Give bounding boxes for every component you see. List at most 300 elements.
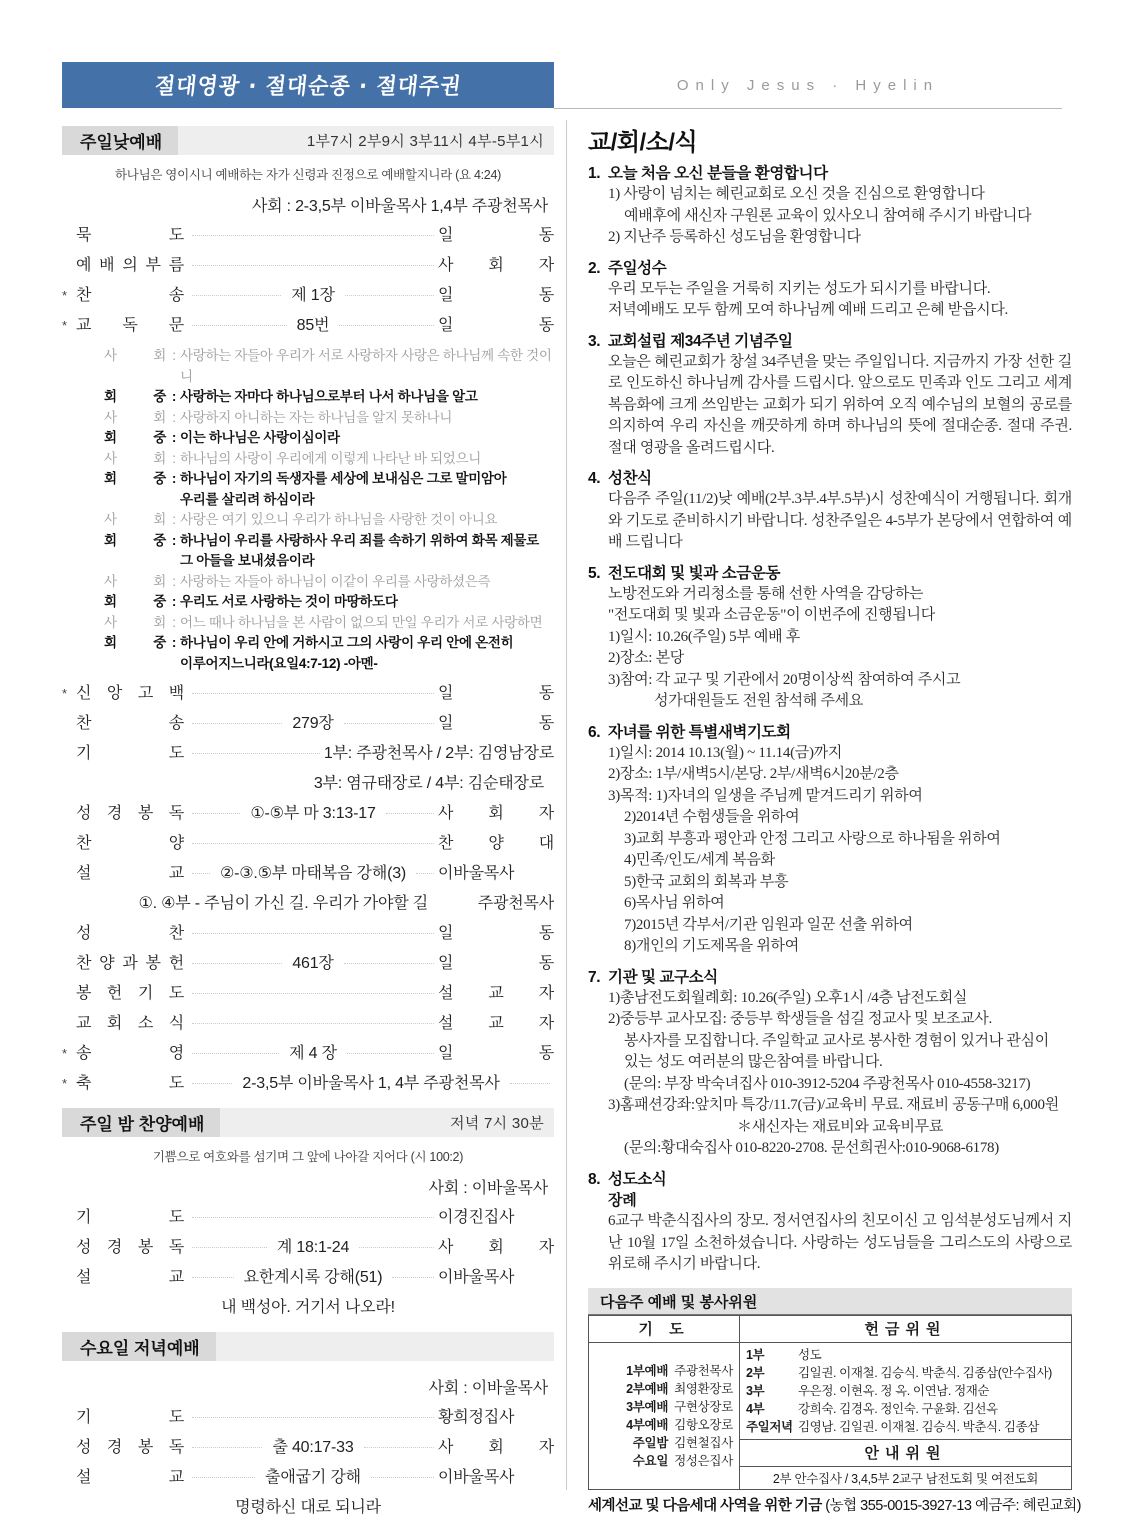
offering-duty-names: 우은정. 이현옥. 정 옥. 이연남. 정재순	[798, 1384, 990, 1398]
order-row-dots	[192, 325, 287, 326]
order-row	[62, 830, 554, 860]
duty-table-block	[588, 1288, 1081, 1515]
section-title: 수요일 저녁예배	[62, 1332, 216, 1361]
order-row-dots	[192, 933, 434, 934]
prayer-duty-name: 주광천목사	[674, 1364, 733, 1378]
order-row-assignee: 설 교 자	[438, 1015, 554, 1032]
prayer-duty-row	[589, 1380, 739, 1398]
responsive-text: 하나님이 우리를 사랑하사 우리 죄를 속하기 위하여 화목 제물로	[180, 532, 539, 548]
prayer-duty-row	[589, 1362, 739, 1380]
responsive-line	[62, 449, 554, 470]
order-row-label: 예 배 의 부 름	[76, 257, 184, 274]
notice-item	[588, 967, 1072, 1160]
responsive-text-continued: 이루어지느니라(요일4:7-12) -아멘-	[180, 655, 378, 671]
offering-duty-names: 김영남. 김일권. 이재철. 김승식. 박춘식. 김종삼	[798, 1420, 1039, 1434]
order-row-dots	[510, 1083, 550, 1084]
prayer-duty-service: 주일밤	[632, 1436, 669, 1450]
notice-line: 성가대원들도 전원 참석해 주세요	[654, 693, 864, 709]
order-row-dots	[386, 813, 434, 814]
responsive-text: 사랑하지 아니하는 자는 하나님을 알지 못하나니	[180, 409, 453, 425]
notice-number: 4.	[588, 470, 601, 487]
order-row-dots	[344, 963, 434, 964]
order-row-detail: 출애굽기 강해	[265, 1469, 361, 1486]
notice-line: 7)2015년 각부서/기관 임원과 일꾼 선출 위하여	[624, 916, 913, 933]
order-row-assignee: 일 동	[438, 715, 555, 732]
notice-line: (문의:황대숙집사 010-8220-2708. 문선희권사:010-9068-6178)	[624, 1140, 999, 1156]
notice-line: 저녁예배도 모두 함께 모여 하나님께 예배 드리고 은혜 받읍시다.	[608, 302, 1008, 318]
notice-line: 5)한국 교회의 회복과 부흥	[624, 873, 789, 890]
order-row-label: 봉 헌 기 도	[76, 985, 184, 1002]
order-row-detail: 출 40:17-33	[272, 1439, 354, 1456]
prayer-duty-name: 김현철집사	[674, 1436, 733, 1450]
prayer-duty-name: 정성은집사	[674, 1454, 733, 1468]
responsive-speaker: 사 회	[104, 512, 166, 527]
notice-line: 3)교회 부흥과 평안과 안정 그리고 사랑으로 하나됨을 위하여	[624, 830, 1001, 847]
notice-line: 4)민족/인도/세계 복음화	[624, 852, 775, 868]
responsive-line	[62, 408, 554, 429]
section-title: 주일 밤 찬양예배	[62, 1108, 220, 1137]
order-row-dots	[344, 723, 434, 724]
order-row-detail: 279장	[292, 715, 334, 732]
notice-line: 3)목적: 1)자녀의 일생을 주님께 맡겨드리기 위하여	[608, 787, 923, 804]
order-row-label: 성 경 봉 독	[76, 805, 184, 822]
order-row-assignee: 일 동	[438, 925, 554, 942]
prayer-line-2	[62, 770, 554, 800]
offering-cell	[740, 1343, 1072, 1440]
order-row-assignee: 이경진집사	[438, 1209, 515, 1226]
order-row-dots	[192, 1477, 255, 1478]
order-row-label: 교 회 소 식	[76, 1015, 184, 1032]
order-row-dots	[359, 1247, 434, 1248]
responsive-reading	[62, 346, 554, 674]
duty-col2-header: 헌금위원	[740, 1316, 1072, 1343]
notice-line: 3)홈패션강좌:앞치마 특강/11.7(금)/교육비 무료. 재료비 공동구매 6,000원	[608, 1097, 1059, 1113]
order-row	[62, 252, 554, 282]
header-banner	[62, 62, 554, 108]
page-header	[62, 62, 1062, 108]
order-rows-wednesday	[62, 1404, 554, 1494]
order-row-dots	[192, 813, 240, 814]
responsive-text: 사랑하는 자들아 우리가 서로 사랑하자 사랑은 하나님께 속한 것이니	[180, 348, 552, 384]
order-row-assignee: 일 동	[438, 227, 554, 244]
notice-heading	[588, 468, 1072, 489]
responsive-speaker: 사 회	[104, 409, 166, 425]
order-row-dots	[192, 1083, 232, 1084]
notice-heading-text: 교회설립 제34주년 기념주일	[608, 332, 793, 350]
responsive-text: 사랑은 여기 있으니 우리가 하나님을 사랑한 것이 아니요	[180, 512, 498, 527]
responsive-speaker: 회 중	[104, 389, 166, 404]
order-row-assignee: 설 교 자	[438, 985, 554, 1002]
order-row	[62, 860, 554, 890]
notice-body	[588, 489, 1072, 554]
notice-heading	[588, 722, 1072, 743]
notice-line: 2)중등부 교사모집: 중등부 학생들을 섬길 정교사 및 보조교사.	[608, 1011, 992, 1027]
notice-heading	[588, 563, 1072, 584]
notice-body	[588, 184, 1072, 249]
prayer-duty-service: 3부예배	[626, 1400, 669, 1414]
order-row-label: 송 영	[76, 1045, 184, 1062]
prayer-duty-row	[589, 1452, 739, 1470]
order-row-dots	[345, 295, 434, 296]
prayer-cell	[589, 1343, 740, 1490]
prayer-duty-service: 2부예배	[626, 1382, 669, 1396]
order-row-label: 성 경 봉 독	[76, 1239, 184, 1256]
responsive-colon: :	[172, 573, 176, 589]
notice-number: 7.	[588, 968, 601, 986]
order-row	[62, 980, 554, 1010]
order-row-label: 신 앙 고 백	[76, 685, 184, 702]
responsive-text-continued: 우리를 살리려 하심이라	[180, 491, 315, 507]
order-row-dots	[192, 1023, 434, 1024]
sermon-title-wednesday: 명령하신 대로 되니라	[235, 1499, 381, 1516]
order-row-assignee: 일 동	[438, 317, 554, 334]
responsive-colon: :	[172, 512, 176, 527]
notice-line: 있는 성도 여러분의 많은참여를 바랍니다.	[624, 1054, 883, 1070]
order-row	[62, 1234, 554, 1264]
notice-line: 1) 사랑이 넘치는 혜린교회로 오신 것을 진심으로 환영합니다	[608, 186, 985, 202]
responsive-line	[62, 428, 554, 449]
service-verse: 하나님은 영이시니 예배하는 자가 신령과 진정으로 예배할지니라 (요 4:24)	[115, 168, 501, 182]
order-row-dots	[192, 723, 282, 724]
order-row-label: 묵 도	[76, 227, 184, 244]
notice-line: (문의: 부장 박숙녀집사 010-3912-5204 주광천목사 010-4558-3217)	[624, 1075, 1031, 1092]
order-row-star: *	[62, 318, 67, 333]
notice-line: ＊새신자는 재료비와 교육비무료	[736, 1118, 944, 1135]
order-row-assignee: 사 회 자	[438, 1239, 554, 1256]
order-row-assignee: 이바울목사	[438, 1269, 515, 1286]
order-rows-sunday-night	[62, 1204, 554, 1294]
order-row-star: *	[62, 1046, 67, 1061]
responsive-text: 하나님이 자기의 독생자를 세상에 보내심은 그로 말미암아	[180, 471, 507, 486]
order-row-dots	[192, 1447, 262, 1448]
order-row-assignee: 황희정집사	[438, 1409, 515, 1426]
notice-heading-text: 성도소식	[608, 1170, 667, 1188]
prayer-duty-service: 1부예배	[626, 1364, 669, 1378]
offering-duty-service: 4부	[746, 1402, 765, 1416]
notice-line: 2) 지난주 등록하신 성도님을 환영합니다	[608, 229, 861, 245]
order-row	[62, 312, 554, 342]
responsive-speaker: 회 중	[104, 594, 166, 609]
table-row	[589, 1316, 1072, 1343]
offering-duty-names: 강희숙. 김경옥. 정인숙. 구윤화. 김선옥	[798, 1402, 998, 1416]
prayer-duty-service: 4부예배	[626, 1418, 669, 1432]
notices-list	[588, 163, 1072, 1276]
order-row-assignee: 이바울목사	[438, 1469, 515, 1486]
notice-line: 노방전도와 거리청소를 통해 선한 사역을 감당하는	[608, 585, 924, 602]
notice-line: 1)일시: 10.26(주일) 5부 예배 후	[608, 628, 800, 645]
section-header-wednesday	[62, 1332, 554, 1361]
service-presider: 사회 : 2-3,5부 이바울목사 1,4부 주광천목사	[251, 198, 548, 215]
responsive-colon: :	[172, 348, 176, 363]
order-row-dots	[416, 873, 434, 874]
notice-item	[588, 722, 1072, 958]
responsive-speaker: 사 회	[104, 348, 166, 363]
order-row	[62, 1264, 554, 1294]
section-header-sunday-night	[62, 1108, 554, 1137]
order-row-label: 기 도	[76, 1409, 184, 1426]
order-row-dots	[192, 1247, 267, 1248]
notice-number: 5.	[588, 564, 601, 582]
order-row	[62, 1434, 554, 1464]
notice-body	[588, 988, 1072, 1160]
order-row-dots	[192, 753, 320, 754]
responsive-speaker: 회 중	[104, 532, 166, 548]
offering-duty-service: 1부	[746, 1348, 765, 1362]
notice-heading-text: 성찬식	[608, 470, 652, 487]
prayer-duty-row	[589, 1434, 739, 1452]
responsive-line	[62, 592, 554, 613]
notice-paragraph: 6교구 박춘식집사의 장모. 정서연집사의 친모이신 고 임석분성도님께서 지난 10월 17일 소천하셨습니다. 사랑하는 성도님들을 그리스도의 사랑으로 위로해 주시기 바랍니다.	[608, 1213, 1072, 1272]
order-row	[62, 710, 554, 740]
notice-item	[588, 331, 1072, 460]
order-rows-group-2	[62, 680, 554, 770]
responsive-line	[62, 387, 554, 408]
responsive-line	[62, 510, 554, 531]
order-row-star: *	[62, 1076, 67, 1091]
order-row	[62, 740, 554, 770]
offering-duty-row	[746, 1382, 1071, 1400]
order-row-label: 찬 송	[76, 715, 184, 732]
order-row-dots	[192, 295, 281, 296]
order-row-label: 찬 양	[76, 835, 184, 852]
notice-body	[588, 743, 1072, 958]
order-row-dots	[371, 1477, 434, 1478]
notice-item	[588, 163, 1072, 249]
notice-paragraph: 오늘은 혜린교회가 창설 34주년을 맞는 주일입니다. 지금까지 가장 선한 길로 인도하신 하나님께 감사를 드립시다. 앞으로도 민족과 인도 그리고 세계 복음화에 크게 쓰임받는 교회가 되기 위하여 오직 예수님의 보혈의 공로를 의지하여 우리 자신을 깨끗하게 하며 하나님의 뜻에 절대순종. 절대 주권. 절대 영광을 올려드립시다.	[608, 353, 1072, 456]
notice-heading-text: 전도대회 및 빛과 소금운동	[608, 564, 781, 582]
order-row	[62, 1010, 554, 1040]
order-rows-group-4	[62, 920, 554, 1100]
responsive-colon: :	[171, 430, 177, 445]
order-row-label: 설 교	[76, 865, 184, 882]
order-rows-group-1	[62, 222, 554, 342]
order-row	[62, 222, 554, 252]
notice-line: 8)개인의 기도제목을 위하여	[624, 938, 799, 954]
order-row-dots	[364, 1447, 434, 1448]
responsive-colon: :	[171, 635, 177, 650]
prayer-duty-name: 구현상장로	[674, 1400, 733, 1414]
order-row-assignee: 일 동	[438, 685, 554, 702]
offering-duty-names: 김일권. 이재철. 김승식. 박춘식. 김종삼(안수집사)	[798, 1366, 1052, 1380]
notice-heading-text: 오늘 처음 오신 분들을 환영합니다	[608, 165, 828, 182]
order-row-star: *	[62, 686, 67, 701]
notice-heading	[588, 163, 1072, 184]
notice-heading	[588, 1169, 1072, 1190]
left-column	[62, 126, 554, 1522]
offering-duty-names: 성도	[798, 1348, 822, 1362]
table-row	[589, 1343, 1072, 1440]
order-row-assignee: 일 동	[438, 287, 554, 304]
order-row-detail: 요한계시록 강해(51)	[243, 1269, 383, 1286]
section-title: 주일낮예배	[62, 126, 178, 155]
order-row-detail: 85번	[296, 317, 330, 334]
notice-heading	[588, 967, 1072, 988]
order-row-detail: 제 1장	[291, 287, 335, 304]
guide-row: 2부 안수집사 / 3,4,5부 2교구 남전도회 및 여전도회	[772, 1472, 1039, 1486]
notice-item	[588, 258, 1072, 322]
order-row-dots	[192, 993, 434, 994]
responsive-colon: :	[172, 450, 176, 466]
order-row-assignee: 1부: 주광천목사 / 2부: 김영남장로	[323, 745, 554, 762]
order-row-detail: 461장	[292, 955, 334, 972]
section-times: 1부7시 2부9시 3부11시 4부-5부1시	[306, 133, 544, 150]
column-divider	[566, 120, 567, 1490]
responsive-colon: :	[172, 409, 176, 425]
responsive-text: 이는 하나님은 사랑이심이라	[180, 430, 340, 445]
notice-line: 1)총남전도회월례회: 10.26(주일) 오후1시 /4층 남전도회실	[608, 989, 968, 1006]
order-row-dots	[192, 873, 210, 874]
order-row	[62, 282, 554, 312]
responsive-colon: :	[171, 389, 177, 404]
order-row	[62, 1040, 554, 1070]
notice-heading	[588, 331, 1072, 352]
order-row-label: 찬 양 과 봉 헌	[76, 955, 184, 972]
order-row-detail: 제 4 장	[289, 1045, 337, 1062]
offering-duty-row	[746, 1364, 1071, 1382]
order-row-detail: 계 18:1-24	[276, 1239, 350, 1256]
order-row	[62, 1070, 554, 1100]
responsive-speaker: 사 회	[104, 573, 166, 589]
order-row-label: 성 찬	[76, 925, 184, 942]
header-tagline-area	[554, 62, 1062, 109]
order-row-label: 성 경 봉 독	[76, 1439, 184, 1456]
responsive-speaker: 사 회	[104, 614, 166, 630]
order-row-dots	[339, 325, 434, 326]
notice-number: 8.	[588, 1170, 601, 1188]
notice-heading-text: 기관 및 교구소식	[608, 968, 718, 986]
notice-line: 우리 모두는 주일을 거룩히 지키는 성도가 되시기를 바랍니다.	[608, 280, 991, 297]
service-verse: 기쁨으로 여호와를 섬기며 그 앞에 나아갈 지어다 (시 100:2)	[152, 1150, 464, 1164]
order-row-detail: ②-③.⑤부 마태복음 강해(3)	[219, 865, 407, 882]
order-row-assignee: 사 회 자	[438, 1439, 554, 1456]
sermon-line-2-title: ①. ④부 - 주님이 가신 길. 우리가 가야할 길	[138, 895, 428, 912]
order-row-dots	[192, 1417, 434, 1418]
responsive-colon: :	[171, 594, 177, 609]
notice-line: 1)일시: 2014 10.13(월) ~ 11.14(금)까지	[608, 744, 843, 761]
order-row-dots	[192, 1277, 234, 1278]
notice-item	[588, 468, 1072, 554]
offering-duty-service: 3부	[746, 1384, 765, 1398]
responsive-text: 우리도 서로 사랑하는 것이 마땅하도다	[180, 594, 398, 609]
responsive-text: 사랑하는 자마다 하나님으로부터 나서 하나님을 알고	[180, 389, 478, 404]
order-row	[62, 920, 554, 950]
offering-duty-service: 2부	[746, 1366, 765, 1380]
notice-line: 봉사자를 모집합니다. 주일학교 교사로 봉사한 경험이 있거나 관심이	[624, 1032, 1049, 1049]
order-row-assignee: 일 동	[438, 1045, 555, 1062]
order-row-assignee: 이바울목사	[438, 865, 515, 882]
section-header-sunday-day	[62, 126, 554, 155]
notice-line: 2)장소: 본당	[608, 650, 684, 666]
order-row-dots	[192, 1053, 279, 1054]
notice-line: "전도대회 및 빛과 소금운동"이 이번주에 진행됩니다	[608, 607, 935, 623]
prayer-duty-service: 수요일	[632, 1454, 669, 1468]
notice-body	[588, 1190, 1072, 1276]
order-row-star: *	[62, 288, 67, 303]
order-row-dots	[192, 1217, 434, 1218]
notice-line: 3)참여: 각 교구 및 기관에서 20명이상씩 참여하여 주시고	[608, 671, 961, 688]
responsive-speaker: 사 회	[104, 450, 166, 466]
responsive-text: 하나님이 우리 안에 거하시고 그의 사랑이 우리 안에 온전히	[180, 635, 514, 650]
offering-duty-row	[746, 1400, 1071, 1418]
responsive-line	[62, 572, 554, 593]
notice-line: 6)목사님 위하여	[624, 895, 725, 911]
responsive-colon: :	[171, 471, 177, 486]
responsive-speaker: 회 중	[104, 471, 166, 486]
order-row-label: 축 도	[76, 1075, 184, 1092]
header-tagline: Only Jesus · Hyelin	[676, 76, 940, 94]
order-row	[62, 1464, 554, 1494]
order-row	[62, 1404, 554, 1434]
responsive-line	[62, 346, 554, 387]
responsive-line	[62, 613, 554, 634]
responsive-colon: :	[171, 532, 177, 548]
notice-line: 예배후에 새신자 구원론 교육이 있사오니 참여해 주시기 바랍니다	[624, 207, 1032, 224]
duty-table	[588, 1315, 1072, 1490]
fund-line	[588, 1494, 1081, 1515]
sermon-title-night: 내 백성아. 거기서 나오라!	[221, 1299, 395, 1316]
order-row	[62, 800, 554, 830]
order-row-dots	[392, 1277, 434, 1278]
notice-number: 6.	[588, 723, 601, 741]
notice-item	[588, 1169, 1072, 1276]
order-row-dots	[192, 693, 434, 694]
order-row-assignee: 찬 양 대	[438, 835, 554, 852]
notice-heading	[588, 258, 1072, 279]
service-presider: 사회 : 이바울목사	[428, 1380, 548, 1397]
order-row	[62, 680, 554, 710]
responsive-text: 사랑하는 자들아 하나님이 이같이 우리를 사랑하셨은즉	[180, 573, 491, 589]
prayer-duty-row	[589, 1398, 739, 1416]
service-presider: 사회 : 이바울목사	[428, 1180, 548, 1197]
notice-subheading: 장례	[608, 1191, 637, 1209]
fund-line-tail: (농협 355-0015-3927-13 예금주: 혜린교회)	[825, 1498, 1081, 1514]
duty-col2-header2: 안내위원	[740, 1440, 1071, 1467]
responsive-speaker: 회 중	[104, 635, 166, 650]
responsive-speaker: 회 중	[104, 430, 166, 445]
notice-number: 1.	[588, 165, 601, 182]
responsive-line	[62, 469, 554, 490]
prayer-line-2-text: 3부: 염규태장로 / 4부: 김순태장로	[313, 775, 544, 792]
order-row-dots	[192, 265, 434, 266]
order-row	[62, 1204, 554, 1234]
notice-number: 3.	[588, 332, 601, 350]
notice-line: 2)2014년 수험생들을 위하여	[624, 809, 800, 825]
fund-line-bold: 세계선교 및 다음세대 사역을 위한 기금	[588, 1498, 822, 1514]
duty-table-title: 다음주 예배 및 봉사위원	[588, 1288, 1072, 1315]
right-column	[588, 122, 1072, 1285]
responsive-text: 하나님의 사랑이 우리에게 이렇게 나타난 바 되었으니	[180, 450, 482, 466]
notice-body	[588, 584, 1072, 713]
sermon-line-2-preacher: 주광천목사	[477, 895, 554, 912]
offering-duty-row	[746, 1346, 1071, 1364]
order-row-assignee: 사 회 자	[438, 257, 554, 274]
order-row-dots	[347, 1053, 434, 1054]
order-row-label: 기 도	[76, 1209, 184, 1226]
order-row-label: 찬 송	[76, 287, 184, 304]
notices-title: 교/회/소/식	[588, 129, 698, 156]
order-row-detail: ①-⑤부 마 3:13-17	[250, 805, 376, 822]
offering-duty-service: 주일저녁	[746, 1420, 793, 1434]
order-row-detail: 2-3,5부 이바울목사 1, 4부 주광천목사	[242, 1075, 500, 1092]
order-row-dots	[192, 843, 434, 844]
order-row-label: 교 독 문	[76, 317, 184, 334]
responsive-text-continued: 그 아들을 보내셨음이라	[180, 553, 315, 568]
responsive-line	[62, 633, 554, 654]
order-row-label: 설 교	[76, 1469, 184, 1486]
notice-body	[588, 352, 1072, 460]
prayer-duty-name: 김항오장로	[674, 1418, 733, 1432]
order-row-dots	[192, 235, 434, 236]
